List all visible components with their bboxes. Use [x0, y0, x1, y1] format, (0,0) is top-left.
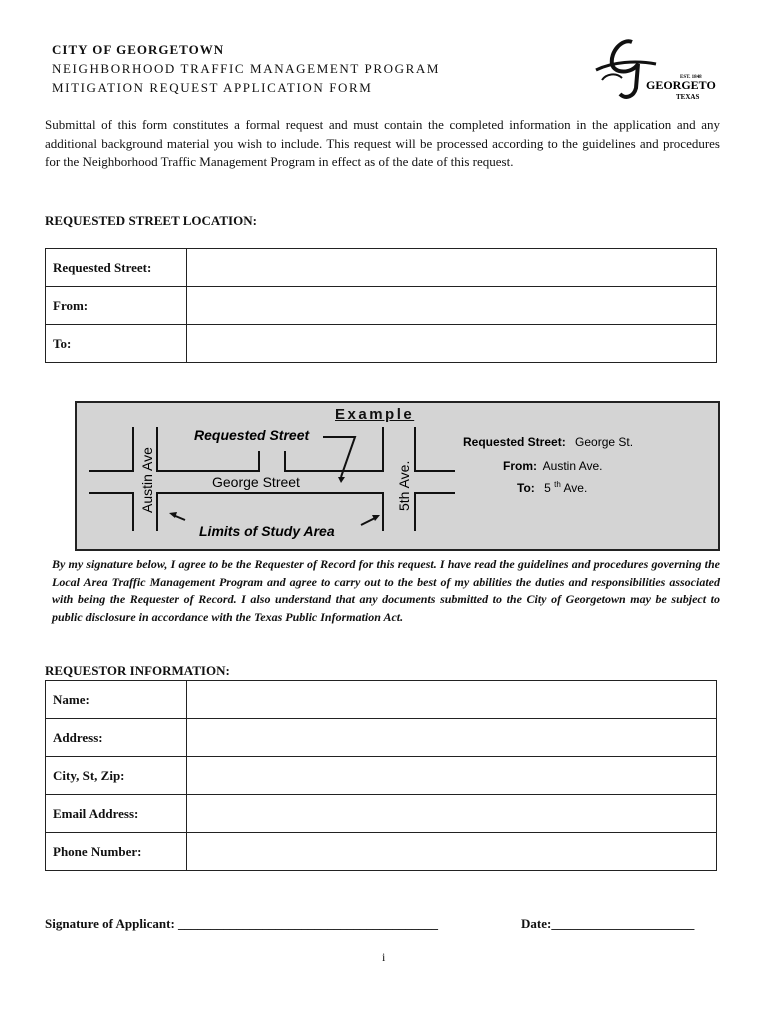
legend-requested [463, 435, 633, 449]
date-blank[interactable]: ______________________ [551, 916, 695, 931]
form-header [52, 40, 440, 97]
requestor-info-table [45, 680, 717, 871]
field-label: Name: [46, 681, 187, 719]
george-street-label: George Street [212, 474, 300, 490]
logo-text: GEORGETO [646, 78, 716, 92]
requested-street-callout: Requested Street [194, 427, 310, 443]
legend-to-rest: Ave. [563, 481, 588, 495]
legend-to-num: 5 [544, 481, 551, 495]
legend-from-value: Austin Ave. [542, 459, 603, 473]
from-field[interactable] [187, 287, 717, 325]
requested-street-field[interactable] [187, 249, 717, 287]
field-label: Requested Street: [46, 249, 187, 287]
logo-subtext: TEXAS [676, 93, 700, 101]
street-section-heading: REQUESTED STREET LOCATION: [45, 213, 257, 228]
limits-label: Limits of Study Area [199, 523, 335, 539]
address-field[interactable] [187, 719, 717, 757]
street-location-table [45, 248, 717, 363]
agreement-paragraph: By my signature below, I agree to be the Requester of Record for this request. I have read the guidelines and procedures governing the Local Area Traffic Management Program and agree to carry out to the best of my abilities the duties and responsibilities associated with being the Requester of Record. I also understand that any documents submitted to the City of Georgetown may be subject to public disclosure in accordance with the Texas Public Information Act. [52, 557, 720, 624]
city-st-zip-field[interactable] [187, 757, 717, 795]
table-row [46, 325, 717, 363]
field-label: City, St, Zip: [46, 757, 187, 795]
field-label: To: [46, 325, 187, 363]
field-label: Email Address: [46, 795, 187, 833]
table-row [46, 249, 717, 287]
signature-line[interactable] [45, 916, 438, 932]
legend-requested-value: George St. [575, 435, 634, 449]
logo-est: EST. 1848 [680, 75, 702, 80]
date-label: Date: [521, 916, 552, 931]
header-city: CITY OF GEORGETOWN [52, 42, 225, 57]
legend-from [503, 459, 603, 473]
example-street-map [77, 403, 718, 549]
legend-from-label: From: [503, 459, 537, 473]
date-line[interactable] [521, 916, 694, 932]
email-field[interactable] [187, 795, 717, 833]
legend-to-sup: th [554, 480, 561, 489]
name-field[interactable] [187, 681, 717, 719]
header-program: NEIGHBORHOOD TRAFFIC MANAGEMENT PROGRAM [52, 61, 441, 76]
legend-requested-label: Requested Street: [463, 435, 566, 449]
field-label: From: [46, 287, 187, 325]
signature-blank[interactable]: ________________________________________ [178, 916, 439, 931]
intro-paragraph: Submittal of this form constitutes a formal request and must contain the completed information in the application and any additional background material you wish to include. This request will be processed according to the guidelines and procedures for the Neighborhood Traffic Management Program in effect as of the date of this request. [45, 117, 720, 169]
fifth-ave-label: 5th Ave. [396, 460, 412, 511]
page-number: i [382, 950, 386, 964]
georgetown-logo [592, 34, 716, 104]
requestor-section-heading: REQUESTOR INFORMATION: [45, 663, 230, 678]
legend-to-label: To: [517, 481, 535, 495]
field-label: Address: [46, 719, 187, 757]
header-form-title: MITIGATION REQUEST APPLICATION FORM [52, 80, 373, 95]
to-field[interactable] [187, 325, 717, 363]
field-label: Phone Number: [46, 833, 187, 871]
example-diagram [75, 401, 720, 551]
austin-ave-label: Austin Ave [139, 447, 155, 513]
table-row [46, 757, 717, 795]
phone-field[interactable] [187, 833, 717, 871]
table-row [46, 795, 717, 833]
table-row [46, 719, 717, 757]
table-row [46, 681, 717, 719]
table-row [46, 833, 717, 871]
table-row [46, 287, 717, 325]
signature-label: Signature of Applicant: [45, 916, 175, 931]
example-title: Example [335, 406, 415, 423]
legend-to [517, 476, 587, 495]
